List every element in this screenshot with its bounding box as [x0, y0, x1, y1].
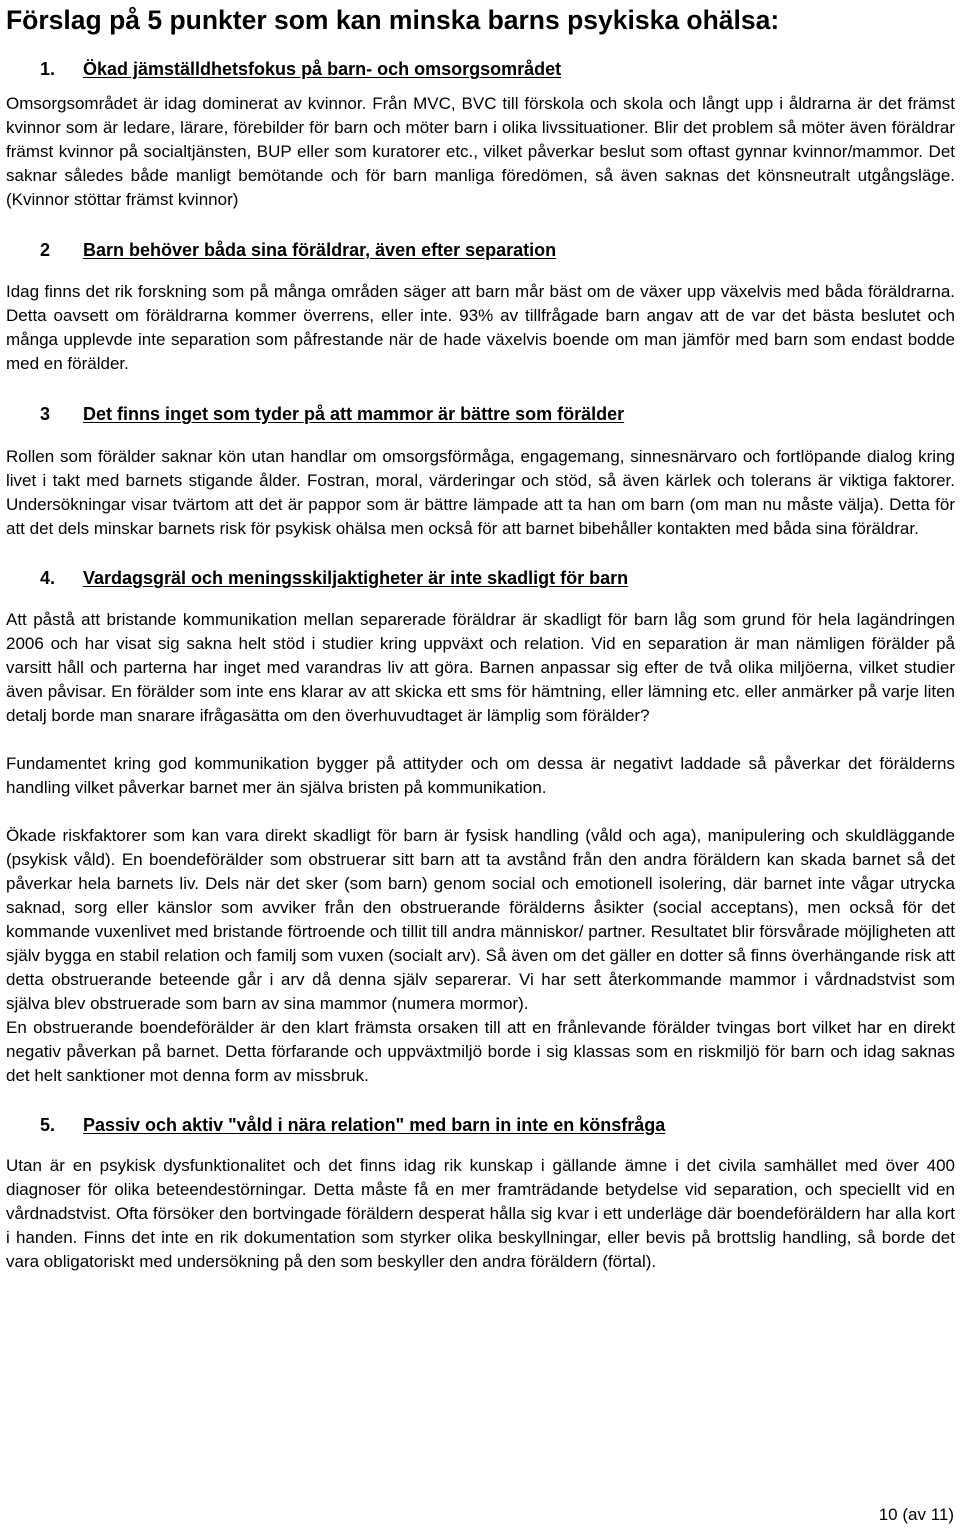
paragraph: En obstruerande boendeförälder är den klart främsta orsaken till att en frånlevande förälder tvingas bort vilket har en direkt negativ påverkan på barnet. Detta förfarande och uppväxtmiljö borde i sig klassas som en riskmiljö för barn och idag saknas det helt sanktioner mot denna form av missbruk.	[6, 1018, 955, 1085]
paragraph: Rollen som förälder saknar kön utan handlar om omsorgsförmåga, engagemang, sinnesnärvaro och fortlöpande dialog kring livet i takt med barnets stigande ålder. Fostran, moral, värderingar och stöd, så även kärlek och tolerans är viktiga faktorer. Undersökningar visar tvärtom att det är pappor som är bättre lämpade att ta han om barn (om man nu måste välja). Detta för att det dels minskar barnets risk för psykisk ohälsa men också för att barnet bibehåller kontakten med båda sina föräldrar.	[6, 447, 955, 538]
section-number: 2	[40, 240, 51, 260]
section-number: 4.	[40, 568, 56, 588]
document-title: Förslag på 5 punkter som kan minska barns psykiska ohälsa:	[6, 5, 780, 35]
paragraph: Fundamentet kring god kommunikation bygger på attityder och om dessa är negativt laddade så påverkar det förälderns handling vilket påverkar barnet mer än själva bristen på kommunikation.	[6, 754, 955, 797]
paragraph: Omsorgsområdet är idag dominerat av kvinnor. Från MVC, BVC till förskola och skola och långt upp i åldrarna är det främst kvinnor som är ledare, lärare, förebilder för barn och möter barn i olika livssituationer. Blir det problem så möter även föräldrar främst kvinnor på socialtjänsten, BUP eller som kuratorer etc., vilket påverkar beslut som oftast gynnar kvinnor/mammor. Det saknar således både manligt bemötande och för barn manliga föredömen, så även saknas det könsneutralt utgångsläge. (Kvinnor stöttar främst kvinnor)	[6, 94, 955, 209]
paragraph: Att påstå att bristande kommunikation mellan separerade föräldrar är skadligt för barn låg som grund för hela lagändringen 2006 och har visat sig sakna helt stöd i studier kring uppväxt och relation. Vid en separation är man nämligen förälder på varsitt håll och parterna har inget med varandras liv att göra. Barnen anpassar sig efter de två olika miljöerna, vilket studier även påvisar. En förälder som inte ens klarar av att skicka ett sms för hämtning, eller lämning etc. eller anmärker på varje liten detalj borde man snarare ifrågasätta om den överhuvudtaget är lämplig som förälder?	[6, 610, 955, 725]
section-1	[6, 57, 955, 212]
section-number: 3	[40, 404, 51, 424]
section-number: 5.	[40, 1115, 56, 1135]
section-heading-text: Ökad jämställdhetsfokus på barn- och omsorgsområdet	[83, 59, 562, 79]
section-heading	[6, 402, 955, 426]
section-heading-text: Vardagsgräl och meningsskiljaktigheter är inte skadligt för barn	[83, 568, 629, 588]
section-heading-text: Det finns inget som tyder på att mammor är bättre som förälder	[83, 404, 625, 424]
section-heading-text: Barn behöver båda sina föräldrar, även efter separation	[83, 240, 557, 260]
section-number: 1.	[40, 59, 56, 79]
paragraph: Ökade riskfaktorer som kan vara direkt skadligt för barn är fysisk handling (våld och aga), manipulering och skuldläggande (psykisk våld). En boendeförälder som obstruerar sitt barn att ta avstånd från den andra föräldern kan skada barnet så det påverkar hela barnets liv. Dels när det sker (som barn) genom social och emotionell isolering, där barnet inte vågar utrycka saknad, sorg eller känslor som avviker från den obstruerande förälderns åsikter (social acceptans), men också för det kommande vuxenlivet med bristande förtroende och tillit till andra människor/ partner. Resultatet blir försvårade möjligheten att själv bygga en stabil relation och familj som vuxen (socialt arv). Så även om det gäller en dotter så finns överhängande risk att detta obstruerande beteende går i arv då denna själv separerar. Vi har sett återkommande mammor i vårdnadstvist som själva blev obstruerade som barn av sina mammor (numera mormor).	[6, 826, 955, 1013]
section-heading	[6, 238, 955, 262]
section-5	[6, 1113, 955, 1274]
paragraph: Idag finns det rik forskning som på många områden säger att barn mår bäst om de växer upp växelvis med båda föräldrarna. Detta oavsett om föräldrarna kommer överrens, eller inte. 93% av tillfrågade barn angav att de var det bästa beslutet och många upplevde inte separation som påfrestande när de hade växelvis boende om man jämför med barn som endast bodde med en förälder.	[6, 282, 955, 373]
paragraph: Utan är en psykisk dysfunktionalitet och det finns idag rik kunskap i gällande ämne i det civila samhället med över 400 diagnoser för olika beteendestörningar. Detta måste få en mer framträdande betydelse vid separation, och speciellt vid en vårdnadstvist. Ofta försöker den bortvingade föräldern desperat hålla sig kvar i ett underläge där boendeföräldern har alla kort i handen. Finns det inte en rik dokumentation som styrker olika beskyllningar, eller bevis på brottslig handling, så borde det vara obligatoriskt med undersökning på den som beskyller den andra föräldern (förtal).	[6, 1156, 955, 1271]
section-3	[6, 402, 955, 541]
section-heading	[6, 566, 955, 590]
section-4	[6, 566, 955, 1088]
section-heading-text: Passiv och aktiv "våld i nära relation" med barn in inte en könsfråga	[83, 1115, 666, 1135]
page-number: 10 (av 11)	[878, 1505, 954, 1524]
document-page	[6, 0, 955, 1274]
section-heading	[6, 1113, 955, 1137]
section-2	[6, 238, 955, 376]
section-heading	[6, 57, 955, 81]
